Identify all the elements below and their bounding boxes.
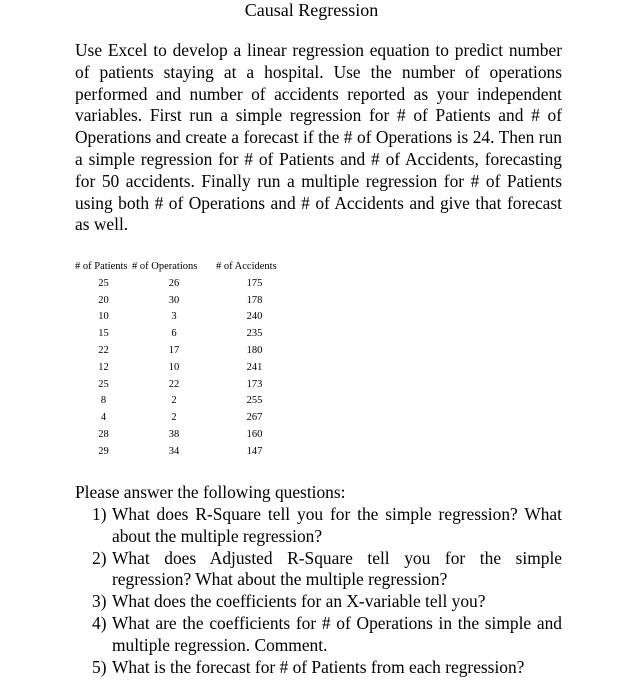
- cell-operations: 34: [168, 445, 180, 457]
- question-number: 4): [92, 612, 107, 633]
- question-number: 2): [92, 547, 107, 568]
- table-row: [75, 276, 293, 293]
- cell-patients: 20: [98, 294, 109, 306]
- question-text: What does the coefficients for an X-variable tell you?: [112, 591, 486, 612]
- table-row: [75, 410, 293, 427]
- cell-operations: 2: [171, 395, 177, 407]
- question-text: What are the coefficients for # of Operations in the simple and multiple regression. Comment.: [112, 612, 562, 655]
- cell-accidents: 178: [246, 294, 263, 306]
- header-patients: # of Patients: [75, 261, 128, 272]
- cell-accidents: 160: [246, 428, 263, 440]
- cell-operations: 22: [168, 378, 180, 390]
- table-header-row: [75, 259, 293, 276]
- cell-patients: 22: [98, 344, 109, 356]
- data-table: [75, 259, 293, 461]
- cell-operations: 30: [168, 294, 180, 306]
- question-item: [92, 613, 562, 657]
- cell-operations: 2: [171, 412, 177, 424]
- question-number: 1): [92, 504, 107, 524]
- cell-accidents: 267: [246, 412, 263, 424]
- table-row: [75, 293, 293, 310]
- table-row: [75, 343, 293, 360]
- question-list: [92, 504, 562, 678]
- table-row: [75, 360, 293, 377]
- cell-patients: 4: [100, 412, 107, 424]
- cell-patients: 29: [98, 445, 109, 457]
- cell-accidents: 175: [246, 277, 263, 289]
- cell-operations: 26: [168, 277, 180, 289]
- cell-operations: 10: [168, 361, 180, 373]
- questions-header: Please answer the following questions:: [75, 482, 346, 502]
- cell-accidents: 240: [246, 311, 263, 323]
- cell-accidents: 235: [246, 328, 263, 340]
- cell-patients: 25: [98, 277, 109, 289]
- table-row: [75, 309, 293, 326]
- cell-operations: 38: [168, 428, 180, 440]
- cell-patients: 15: [98, 328, 109, 340]
- question-item: [92, 591, 562, 613]
- cell-operations: 3: [171, 311, 177, 323]
- cell-patients: 12: [98, 361, 109, 373]
- cell-operations: 17: [168, 344, 180, 356]
- cell-operations: 6: [171, 328, 177, 340]
- table-body: [75, 276, 293, 461]
- cell-accidents: 241: [246, 361, 263, 373]
- cell-patients: 28: [98, 428, 109, 440]
- cell-patients: 8: [100, 395, 107, 407]
- question-text: What is the forecast for # of Patients from each regression?: [112, 656, 525, 677]
- question-item: [92, 548, 562, 592]
- cell-patients: 25: [98, 378, 109, 390]
- table-row: [75, 377, 293, 394]
- cell-accidents: 180: [246, 344, 263, 356]
- question-item: [92, 657, 562, 679]
- cell-accidents: 147: [246, 445, 263, 457]
- header-operations: # of Operations: [132, 261, 198, 272]
- header-accidents: # of Accidents: [216, 261, 277, 272]
- question-text: What does Adjusted R-Square tell you for the simple regression? What about the multiple regression?: [112, 547, 562, 590]
- intro-paragraph: Use Excel to develop a linear regression equation to predict number of patients staying at a hospital. Use the number of operations performed and number of accidents reported as your independent variables. First run a simple regression for # of Patients and # of Operations and create a forecast if the # of Operations is 24. Then run a simple regression for # of Patients and # of Accidents, forecasting for 50 accidents. Finally run a multiple regression for # of Patients using both # of Operations and # of Accidents and give that forecast as well.: [75, 40, 562, 235]
- cell-accidents: 255: [246, 395, 263, 407]
- table-row: [75, 427, 293, 444]
- question-number: 3): [92, 591, 107, 612]
- table-row: [75, 444, 293, 461]
- page-title: Causal Regression: [244, 0, 379, 20]
- cell-patients: 10: [98, 311, 109, 323]
- question-text: What does R-Square tell you for the simple regression? What about the multiple regression?: [112, 504, 562, 546]
- cell-accidents: 173: [246, 378, 263, 390]
- table-row: [75, 326, 293, 343]
- question-item: [92, 504, 562, 548]
- question-number: 5): [92, 656, 107, 677]
- table-row: [75, 393, 293, 410]
